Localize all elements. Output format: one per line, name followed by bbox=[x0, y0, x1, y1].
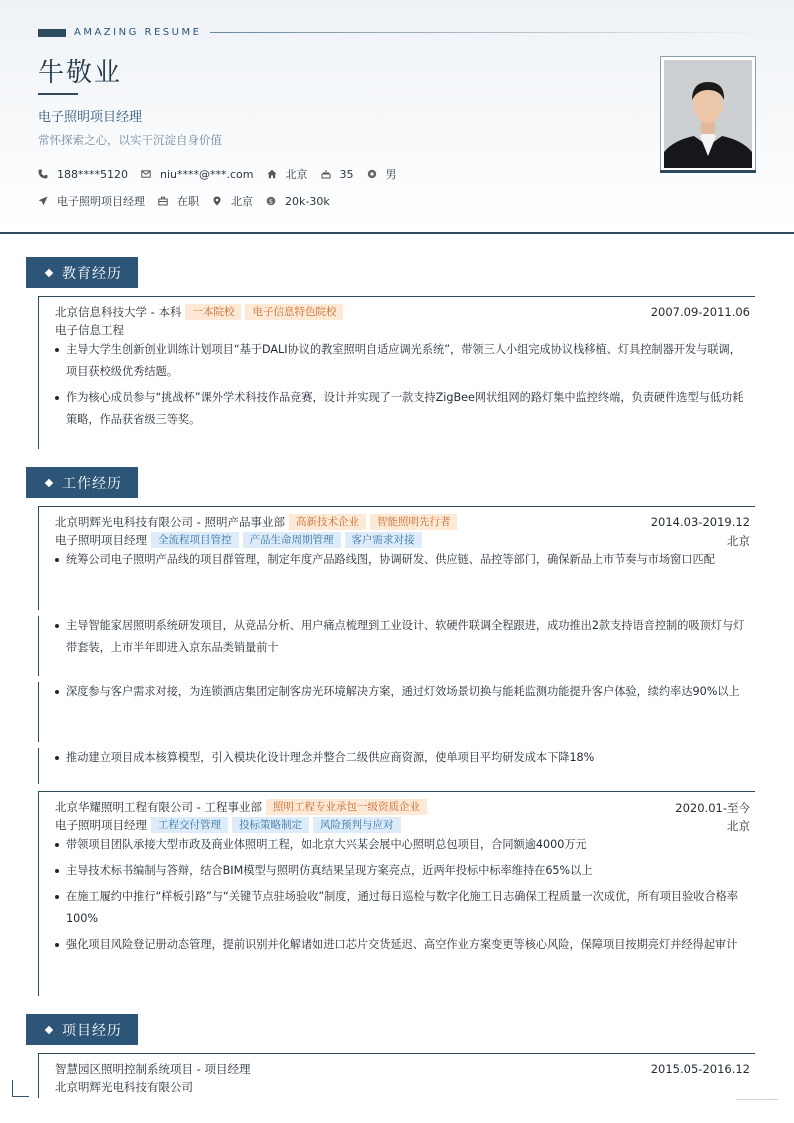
email-item bbox=[141, 168, 254, 181]
job-bullet: 统筹公司电子照明产品线的项目群管理，制定年度产品路线图，协调研发、供应链、品控等部门，确保新品上市节奏与市场窗口匹配 bbox=[55, 549, 751, 571]
send-icon bbox=[38, 196, 48, 206]
work-left-rule bbox=[38, 616, 39, 676]
section-title-projects-text: 项目经历 bbox=[62, 1022, 122, 1039]
gender-icon bbox=[367, 169, 377, 179]
work-left-rule bbox=[38, 748, 39, 784]
briefcase-icon bbox=[158, 196, 168, 206]
email-text: niu****@***.com bbox=[160, 167, 254, 181]
job-date: 2014.03-2019.12 bbox=[650, 515, 750, 529]
brand-bar bbox=[38, 29, 66, 37]
company-tag: 照明工程专业承包一级资质企业 bbox=[266, 799, 427, 815]
photo-portrait bbox=[664, 60, 752, 168]
job-bullet: 主导智能家居照明系统研发项目，从竞品分析、用户痛点梳理到工业设计、软硬件联调全程跟进，成功推出2款支持语音控制的吸顶灯与灯带套装，上市半年即进入京东品类销量前十 bbox=[55, 615, 751, 659]
motto: 常怀探索之心，以实干沉淀自身价值 bbox=[38, 133, 222, 147]
job-status-item bbox=[158, 193, 199, 209]
work-top-rule bbox=[38, 506, 755, 507]
education-top-rule bbox=[38, 296, 755, 297]
job-bullet: 强化项目风险登记册动态管理，提前识别并化解诸如进口芯片交货延迟、高空作业方案变更等核心风险，保障项目按期亮灯并经得起审计 bbox=[55, 934, 751, 956]
age-text: 35 bbox=[339, 167, 354, 181]
salary-text: 20k-30k bbox=[285, 194, 330, 208]
company-name: 北京华耀照明工程有限公司 - 工程事业部 bbox=[55, 800, 262, 814]
residence-text: 北京 bbox=[285, 168, 308, 181]
company-tag: 智能照明先行者 bbox=[370, 514, 458, 530]
project-date: 2015.05-2016.12 bbox=[650, 1062, 750, 1076]
intent-position-item bbox=[38, 193, 145, 209]
phone-text: 188****5120 bbox=[57, 167, 128, 181]
project-company: 北京明辉光电科技有限公司 bbox=[55, 1080, 193, 1094]
phone-item bbox=[38, 168, 128, 181]
job-position-row bbox=[55, 817, 401, 833]
home-icon bbox=[267, 169, 277, 179]
projects-top-rule bbox=[38, 1053, 755, 1054]
education-school bbox=[55, 304, 343, 320]
age-item bbox=[321, 168, 354, 181]
education-bullet: 主导大学生创新创业训练计划项目“基于DALI协议的教室照明自适应调光系统”，带领三人小组完成协议栈移植、灯具控制器开发与联调，项目获校级优秀结题。 bbox=[55, 339, 751, 383]
intent-position-text: 电子照明项目经理 bbox=[57, 195, 145, 208]
page-footer-rule bbox=[736, 1099, 778, 1100]
profile-photo bbox=[660, 56, 756, 172]
school-name: 北京信息科技大学 - 本科 bbox=[55, 305, 182, 319]
skill-tag: 投标策略制定 bbox=[232, 817, 309, 833]
company-tag: 高新技术企业 bbox=[289, 514, 366, 530]
job-bullet: 在施工履约中推行“样板引路”与“关键节点驻场验收”制度，通过每日巡检与数字化施工日志确保工程质量一次成优，所有项目验收合格率100% bbox=[55, 886, 751, 930]
brand-line bbox=[210, 32, 770, 33]
projects-left-rule bbox=[38, 1053, 39, 1098]
job-position-row bbox=[55, 532, 422, 548]
work-left-rule bbox=[38, 682, 39, 742]
school-tag: 一本院校 bbox=[185, 304, 241, 320]
job-bullet: 推动建立项目成本核算模型，引入模块化设计理念并整合二级供应商资源，使单项目平均研发成本下降18% bbox=[55, 747, 751, 769]
education-date: 2007.09-2011.06 bbox=[650, 305, 750, 319]
job-bullet: 深度参与客户需求对接，为连锁酒店集团定制客房光环境解决方案，通过灯效场景切换与能耗监测功能提升客户体验，续约率达90%以上 bbox=[55, 681, 751, 703]
job-location: 北京 bbox=[727, 819, 750, 833]
name-underline bbox=[38, 93, 78, 95]
skill-tag: 产品生命周期管理 bbox=[243, 532, 341, 548]
skill-tag: 全流程项目管控 bbox=[151, 532, 239, 548]
job-company bbox=[55, 799, 427, 815]
section-title-work-text: 工作经历 bbox=[62, 475, 122, 492]
skill-tag: 客户需求对接 bbox=[345, 532, 422, 548]
intent-city-text: 北京 bbox=[231, 195, 253, 208]
gender-item bbox=[367, 166, 397, 182]
education-bullet: 作为核心成员参与“挑战杯”课外学术科技作品竞赛，设计并实现了一款支持ZigBee网状组网的路灯集中监控终端，负责硬件选型与低功耗策略，作品获省级三等奖。 bbox=[55, 387, 751, 431]
job-bullet: 带领项目团队承接大型市政及商业体照明工程，如北京大兴某会展中心照明总包项目，合同额逾4000万元 bbox=[55, 834, 751, 856]
gender-text: 男 bbox=[385, 168, 397, 181]
school-tag: 电子信息特色院校 bbox=[245, 304, 343, 320]
job-location: 北京 bbox=[727, 534, 750, 548]
diamond-icon bbox=[45, 1025, 53, 1033]
project-name: 智慧园区照明控制系统项目 - 项目经理 bbox=[55, 1062, 251, 1076]
job-status-text: 在职 bbox=[177, 195, 199, 208]
section-title-work bbox=[26, 467, 138, 498]
diamond-icon bbox=[45, 268, 53, 276]
skill-tag: 工程交付管理 bbox=[151, 817, 228, 833]
candidate-name: 牛敬业 bbox=[38, 58, 123, 88]
svg-text:$: $ bbox=[268, 197, 274, 206]
page-corner-mark bbox=[12, 1080, 29, 1097]
location-pin-icon bbox=[212, 196, 222, 206]
job-divider bbox=[38, 791, 755, 792]
intent-city-item bbox=[212, 193, 253, 209]
section-title-projects bbox=[26, 1014, 138, 1045]
phone-icon bbox=[38, 169, 48, 179]
contact-row bbox=[38, 166, 410, 182]
section-title-education bbox=[26, 257, 138, 288]
diamond-icon bbox=[45, 478, 53, 486]
residence-item bbox=[267, 166, 308, 182]
brand-text: AMAZING RESUME bbox=[74, 27, 202, 38]
intent-row bbox=[38, 193, 343, 209]
job-position: 电子照明项目经理 bbox=[55, 818, 147, 832]
target-role: 电子照明项目经理 bbox=[38, 110, 143, 125]
brand bbox=[38, 27, 201, 38]
education-major: 电子信息工程 bbox=[55, 323, 124, 337]
work-left-rule bbox=[38, 791, 39, 996]
company-name: 北京明辉光电科技有限公司 - 照明产品事业部 bbox=[55, 515, 285, 529]
job-company bbox=[55, 514, 457, 530]
salary-item bbox=[266, 195, 330, 208]
cake-icon bbox=[321, 169, 331, 179]
work-left-rule bbox=[38, 506, 39, 610]
education-left-rule bbox=[38, 296, 39, 449]
salary-icon bbox=[266, 196, 276, 206]
job-bullet: 主导技术标书编制与答辩，结合BIM模型与照明仿真结果呈现方案亮点，近两年投标中标率维持在65%以上 bbox=[55, 860, 751, 882]
job-position: 电子照明项目经理 bbox=[55, 533, 147, 547]
section-title-education-text: 教育经历 bbox=[62, 265, 122, 282]
photo-accent-bar bbox=[660, 170, 756, 173]
skill-tag: 风险预判与应对 bbox=[313, 817, 401, 833]
mail-icon bbox=[141, 169, 151, 179]
job-date: 2020.01-至今 bbox=[675, 801, 750, 815]
